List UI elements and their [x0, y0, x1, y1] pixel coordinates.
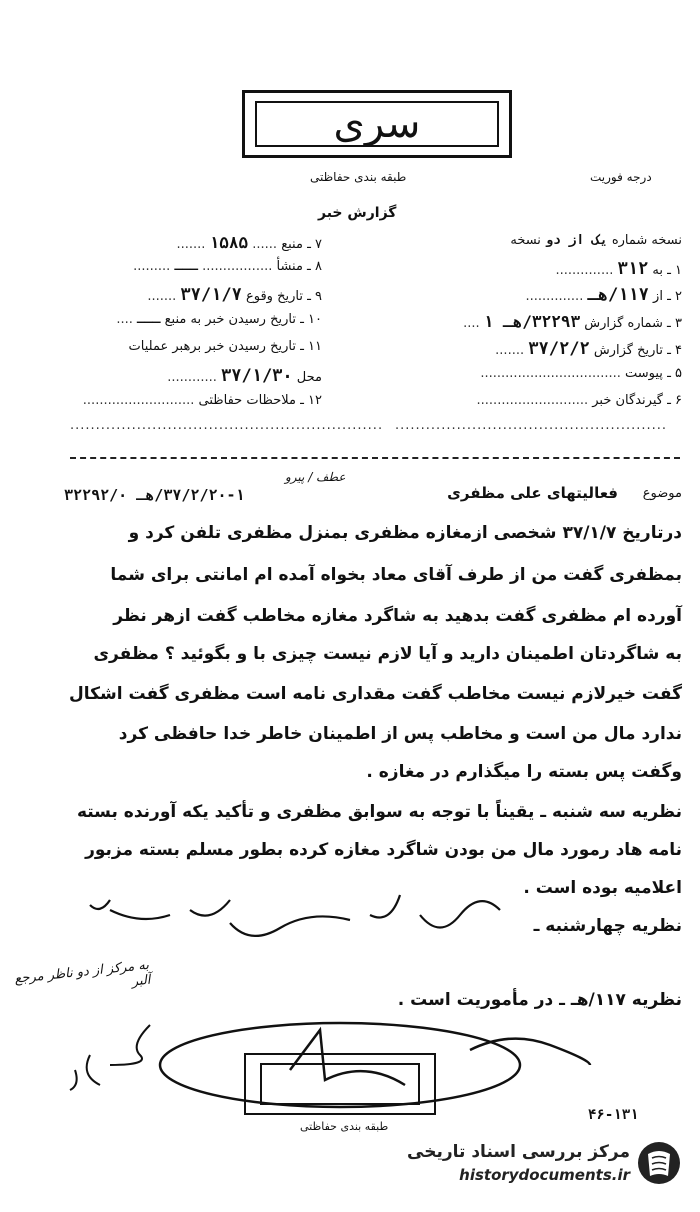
- body-line: ندارد مال من است و مخاطب پس از اطمینان خاطر خدا حافظی کرد: [118, 724, 682, 744]
- field-label: ۵ ـ پیوست: [625, 366, 682, 381]
- body-line: درتاریخ ۳۷/۱/۷ شخصی ازمغازه مظفری بمنزل مظفری تلفن کرد و: [128, 523, 682, 543]
- body-line: بمظفری گفت من از طرف آقای معاد بخواه آمده ام امانتی برای شما: [110, 565, 682, 585]
- body-line: نظریه چهارشنبه ـ: [533, 916, 682, 936]
- field-attachment: ۵ ـ پیوست ..................................: [480, 366, 682, 381]
- classification-stamp: [242, 90, 512, 158]
- field-value: یک از دو: [545, 233, 608, 248]
- field-copy-number: [377, 233, 682, 248]
- field-label: ۱ ـ به: [652, 263, 682, 278]
- subject-text: فعالیتهای علی مظفری: [447, 484, 618, 502]
- body-line: نظریه ۱۱۷/هـ ـ در مأموریت است .: [397, 990, 682, 1010]
- field-security-notes: ۱۲ ـ ملاحظات حفاظتی ...........................: [82, 393, 322, 408]
- field-label: ۴ ـ تاریخ گزارش: [593, 343, 682, 358]
- field-value: ـــ: [174, 259, 198, 274]
- field-label: ۱۱ ـ تاریخ رسیدن خبر برهبر عملیات: [128, 339, 322, 354]
- subject-reference: ۳۷/۲/۲۰-۱/هـ ۳۲۲۹۲/۰: [64, 486, 245, 504]
- separator-line: [70, 457, 680, 459]
- blank-line: .............................................................: [70, 418, 384, 433]
- field-value: ۳۷/۲/۲: [528, 339, 590, 359]
- body-line: اعلامیه بوده است .: [523, 878, 682, 898]
- archive-org-name: مرکز بررسی اسناد تاریخی: [407, 1142, 630, 1162]
- field-label: ۳ ـ شماره گزارش: [584, 316, 682, 331]
- archive-site: historydocuments.ir: [459, 1166, 630, 1184]
- field-label: ۱۲ ـ ملاحظات حفاظتی: [198, 393, 322, 408]
- field-label: ۱۰ ـ تاریخ رسیدن خبر به منبع: [164, 312, 322, 327]
- body-line: گفت خیرلازم نیست مخاطب گفت مقداری نامه است مظفری گفت اشکال: [69, 684, 682, 704]
- body-line: نامه هاد رمورد مال من بودن شاگرد مغازه کرده بطور مسلم بسته مزبور: [85, 840, 682, 860]
- field-location: محل ۳۷/۱/۳۰ ............: [167, 366, 322, 386]
- field-value: ۱۵۸۵: [209, 233, 249, 252]
- field-label: محل: [296, 370, 322, 385]
- body-line: آورده ام مظفری گفت بدهید به شاگرد مغازه مخاطب گفت ازهر نظر: [113, 606, 682, 626]
- field-label: ۷ ـ منبع: [281, 237, 322, 252]
- subject-handwritten-note: عطف / پیرو: [285, 470, 346, 484]
- field-value: ۳۲۲۹۳/هـ ۱: [483, 312, 581, 331]
- field-received-by-source: ۱۰ ـ تاریخ رسیدن خبر به منبع ـــ ....: [116, 312, 322, 327]
- handwritten-scrawl: [80, 880, 520, 940]
- field-suffix: نسخه: [510, 233, 541, 248]
- field-label: ۶ ـ گیرندگان خبر: [592, 393, 682, 408]
- field-value: ۳۱۲: [617, 259, 649, 279]
- field-received-by-ops: [22, 339, 322, 354]
- field-source: ۷ ـ منبع ...... ۱۵۸۵ .......: [176, 233, 322, 252]
- field-value: ـــ: [137, 312, 161, 327]
- field-label: ۸ ـ منشأ: [276, 259, 322, 274]
- body-line: به شاگردتان اطمینان دارید و آیا لازم نیست چیزی با و بگوئید ؟ مظفری: [93, 644, 682, 664]
- field-report-number: ۳ ـ شماره گزارش ۳۲۲۹۳/هـ ۱ ....: [463, 312, 682, 331]
- field-to: ۱ ـ به ۳۱۲ ..............: [555, 259, 682, 279]
- blank-line: .....................................................: [395, 418, 668, 433]
- field-report-date: ۴ ـ تاریخ گزارش ۳۷/۲/۲ .......: [495, 339, 682, 359]
- field-value: ۳۷/۱/۷: [180, 285, 242, 305]
- classification-label: طبقه بندی حفاظتی: [310, 170, 407, 184]
- urgency-label: درجه فوریت: [590, 170, 652, 184]
- body-line: وگفت پس بسته را میگذارم در مغازه .: [366, 762, 682, 782]
- report-title: گزارش خبر: [318, 205, 397, 221]
- archive-logo-icon: [636, 1140, 682, 1186]
- bottom-classification-stamp: [244, 1053, 436, 1115]
- field-event-date: ۹ ـ تاریخ وقوع ۳۷/۱/۷ .......: [147, 285, 322, 305]
- field-recipients: ۶ ـ گیرندگان خبر ...........................: [476, 393, 682, 408]
- bottom-classification-caption: طبقه بندی حفاظتی: [300, 1120, 389, 1133]
- field-label: ۹ ـ تاریخ وقوع: [245, 289, 322, 304]
- field-value: ۳۷/۱/۳۰: [221, 366, 293, 386]
- bottom-stamp-inner: [260, 1063, 420, 1105]
- field-label: نسخه شماره: [611, 233, 682, 248]
- field-from: ۲ ـ از ۱۱۷/هـ ..............: [525, 285, 682, 305]
- subject-label: موضوع: [642, 486, 682, 501]
- margin-note: به مرکز از دو ناظر مرجع آلبر: [13, 957, 152, 990]
- field-label: ۲ ـ از: [653, 289, 682, 304]
- classification-stamp-title: سری: [255, 101, 499, 147]
- field-origin: ۸ ـ منشأ ................. ـــ .........: [133, 259, 322, 274]
- document-number: ۴۶-۱۳۱: [588, 1107, 639, 1123]
- body-line: نظریه سه شنبه ـ یقیناً با توجه به سوابق مظفری و تأکید یکه آورنده بسته: [76, 802, 682, 822]
- field-value: ۱۱۷/هـ: [587, 285, 649, 305]
